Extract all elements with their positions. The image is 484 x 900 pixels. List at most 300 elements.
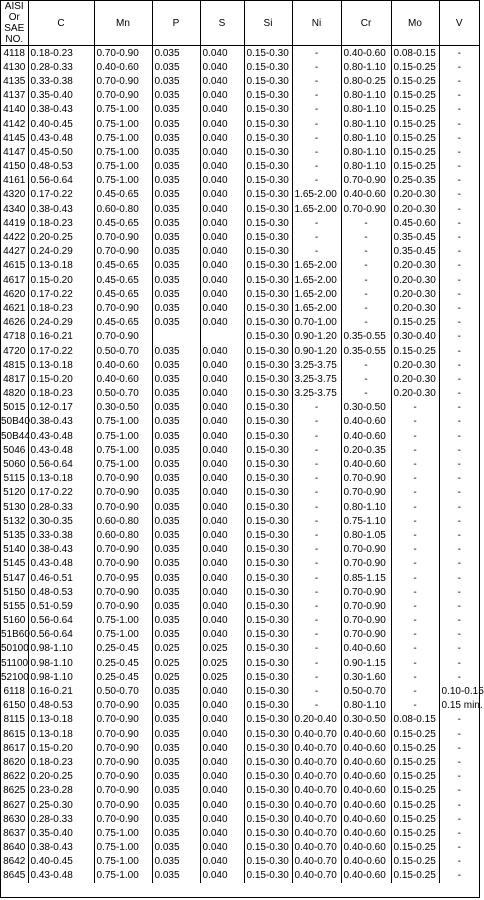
table-row <box>1 500 479 514</box>
cell-aisi-no: 51B60 <box>1 629 30 641</box>
cell-si: 0.15-0.30 <box>244 174 292 188</box>
cell-p: 0.035 <box>152 117 200 131</box>
cell-si: 0.15-0.30 <box>244 145 292 159</box>
cell-s: 0.040 <box>200 599 244 613</box>
cell-v: - <box>457 529 461 541</box>
cell-si: 0.15-0.30 <box>244 429 292 443</box>
cell-p: 0.035 <box>152 755 200 769</box>
cell-s: 0.040 <box>200 259 244 273</box>
cell-p: 0.035 <box>152 145 200 159</box>
cell-cr: 0.20-0.35 <box>341 443 391 457</box>
cell-s: 0.025 <box>200 670 244 684</box>
cell-cr: 0.30-0.50 <box>341 713 391 727</box>
cell-ni: 1.65-2.00 <box>292 273 341 287</box>
cell-cr: 0.40-0.60 <box>341 457 391 471</box>
cell-mo: 0.20-0.30 <box>391 387 439 401</box>
cell-si: 0.15-0.30 <box>244 841 292 855</box>
cell-aisi-no: 8615 <box>1 727 28 741</box>
cell-mn: 0.60-0.80 <box>94 528 152 542</box>
cell-p: 0.035 <box>152 372 200 386</box>
cell-v: - <box>457 799 461 811</box>
cell-p: 0.035 <box>152 273 200 287</box>
table-row <box>1 755 479 769</box>
cell-aisi-no: 4147 <box>1 145 28 159</box>
cell-mn: 0.70-0.90 <box>94 245 152 259</box>
table-row <box>1 628 479 642</box>
cell-mo: 0.15-0.25 <box>391 755 439 769</box>
cell-c: 0.98-1.10 <box>28 642 94 656</box>
cell-ni: - <box>292 543 341 557</box>
cell-c: 0.43-0.48 <box>28 443 94 457</box>
cell-v: - <box>457 203 461 215</box>
cell-si: 0.15-0.30 <box>244 826 292 840</box>
cell-aisi-no: 4137 <box>1 89 28 103</box>
cell-cr: 0.70-0.90 <box>341 628 391 642</box>
table-row <box>1 727 479 741</box>
table-row <box>1 401 479 415</box>
cell-si: 0.15-0.30 <box>244 245 292 259</box>
cell-v: - <box>457 444 461 456</box>
cell-c: 0.28-0.33 <box>28 500 94 514</box>
table-row <box>1 117 479 131</box>
cell-p: 0.035 <box>152 684 200 698</box>
cell-mn: 0.25-0.45 <box>94 642 152 656</box>
cell-s: 0.040 <box>200 174 244 188</box>
cell-p <box>152 330 200 344</box>
cell-mn: 0.45-0.65 <box>94 188 152 202</box>
cell-s: 0.040 <box>200 287 244 301</box>
cell-ni: - <box>292 486 341 500</box>
cell-ni: - <box>292 571 341 585</box>
cell-c: 0.13-0.18 <box>28 259 94 273</box>
cell-p: 0.035 <box>152 74 200 88</box>
cell-c: 0.17-0.22 <box>28 344 94 358</box>
cell-c: 0.13-0.18 <box>28 472 94 486</box>
cell-ni: 0.90-1.20 <box>292 344 341 358</box>
table-row <box>1 60 479 74</box>
table-row <box>1 216 479 230</box>
cell-aisi-no: 4320 <box>1 188 28 202</box>
cell-cr: 0.70-0.90 <box>341 543 391 557</box>
cell-aisi-no: 8642 <box>1 855 28 869</box>
cell-mn: 0.70-0.90 <box>94 770 152 784</box>
table-row <box>1 528 479 542</box>
cell-mo: - <box>391 614 439 628</box>
table-row <box>1 259 479 273</box>
cell-si: 0.15-0.30 <box>244 571 292 585</box>
cell-cr: 0.40-0.60 <box>341 46 391 61</box>
cell-cr: 0.85-1.15 <box>341 571 391 585</box>
cell-c: 0.18-0.23 <box>28 387 94 401</box>
cell-s: 0.040 <box>200 557 244 571</box>
cell-mo: - <box>391 571 439 585</box>
cell-s: 0.040 <box>200 614 244 628</box>
cell-mo: 0.20-0.30 <box>391 188 439 202</box>
cell-mo: 0.20-0.30 <box>391 372 439 386</box>
cell-ni: 1.65-2.00 <box>292 259 341 273</box>
table-row <box>1 89 479 103</box>
cell-c: 0.24-0.29 <box>28 316 94 330</box>
cell-cr: 0.80-1.10 <box>341 103 391 117</box>
cell-s: 0.040 <box>200 628 244 642</box>
cell-mo: 0.15-0.25 <box>391 841 439 855</box>
cell-ni: 0.40-0.70 <box>292 784 341 798</box>
cell-ni: 0.40-0.70 <box>292 855 341 869</box>
cell-v: - <box>457 459 461 471</box>
cell-ni: 0.40-0.70 <box>292 798 341 812</box>
cell-c: 0.13-0.18 <box>28 358 94 372</box>
cell-si: 0.15-0.30 <box>244 316 292 330</box>
cell-s: 0.040 <box>200 486 244 500</box>
cell-mn: 0.75-1.00 <box>94 131 152 145</box>
cell-s: 0.040 <box>200 344 244 358</box>
cell-mo: - <box>391 585 439 599</box>
cell-v: - <box>457 161 461 173</box>
table-row <box>1 188 479 202</box>
cell-ni: - <box>292 585 341 599</box>
cell-aisi-no: 4135 <box>1 74 28 88</box>
cell-mn: 0.40-0.60 <box>94 60 152 74</box>
cell-p: 0.035 <box>152 571 200 585</box>
cell-mo: - <box>391 514 439 528</box>
table-row <box>1 245 479 259</box>
cell-mn: 0.70-0.90 <box>94 798 152 812</box>
cell-aisi-no: 5155 <box>1 599 28 613</box>
cell-mo: - <box>391 528 439 542</box>
cell-cr: 0.90-1.15 <box>341 656 391 670</box>
cell-si: 0.15-0.30 <box>244 415 292 429</box>
cell-aisi-no: 4142 <box>1 117 28 131</box>
cell-v: - <box>457 61 461 73</box>
cell-aisi-no: 4617 <box>1 273 28 287</box>
cell-mn: 0.70-0.90 <box>94 472 152 486</box>
cell-s: 0.025 <box>200 656 244 670</box>
cell-v: - <box>457 373 461 385</box>
cell-s: 0.040 <box>200 160 244 174</box>
cell-si: 0.15-0.30 <box>244 472 292 486</box>
cell-s: 0.040 <box>200 727 244 741</box>
cell-s: 0.040 <box>200 245 244 259</box>
cell-cr: 0.40-0.60 <box>341 812 391 826</box>
cell-ni: 3.25-3.75 <box>292 387 341 401</box>
cell-c: 0.48-0.53 <box>28 585 94 599</box>
cell-si: 0.15-0.30 <box>244 60 292 74</box>
header-cr: Cr <box>341 1 391 46</box>
cell-mn: 0.70-0.90 <box>94 230 152 244</box>
cell-s: 0.040 <box>200 372 244 386</box>
cell-mo: 0.15-0.25 <box>391 869 439 883</box>
cell-p: 0.035 <box>152 46 200 61</box>
cell-c: 0.56-0.64 <box>28 628 94 642</box>
cell-aisi-no: 8630 <box>1 812 28 826</box>
cell-si: 0.15-0.30 <box>244 628 292 642</box>
cell-v: - <box>457 232 461 244</box>
cell-v: - <box>457 75 461 87</box>
cell-p: 0.035 <box>152 486 200 500</box>
cell-aisi-no: 8640 <box>1 841 28 855</box>
cell-mo: 0.35-0.45 <box>391 230 439 244</box>
cell-aisi-no: 4145 <box>1 131 28 145</box>
table-row <box>1 599 479 613</box>
table-row <box>1 415 479 429</box>
cell-c: 0.18-0.23 <box>28 301 94 315</box>
cell-mo: - <box>391 429 439 443</box>
cell-v: - <box>457 544 461 556</box>
cell-s: 0.040 <box>200 89 244 103</box>
cell-ni: - <box>292 103 341 117</box>
cell-mn: 0.75-1.00 <box>94 415 152 429</box>
cell-cr: - <box>341 245 391 259</box>
cell-aisi-no: 4615 <box>1 259 28 273</box>
cell-s: 0.040 <box>200 841 244 855</box>
cell-mo: - <box>391 401 439 415</box>
cell-c: 0.38-0.43 <box>28 103 94 117</box>
cell-ni: - <box>292 528 341 542</box>
cell-v: - <box>457 317 461 329</box>
cell-ni: - <box>292 401 341 415</box>
cell-s: 0.040 <box>200 145 244 159</box>
table-row <box>1 287 479 301</box>
cell-ni: 0.70-1.00 <box>292 316 341 330</box>
cell-mn: 0.75-1.00 <box>94 145 152 159</box>
cell-cr: 0.70-0.90 <box>341 472 391 486</box>
cell-v: - <box>457 430 461 442</box>
cell-mn: 0.75-1.00 <box>94 628 152 642</box>
cell-mn: 0.70-0.90 <box>94 557 152 571</box>
cell-ni: 0.40-0.70 <box>292 869 341 883</box>
cell-ni: - <box>292 131 341 145</box>
cell-cr: 0.80-1.10 <box>341 131 391 145</box>
cell-c: 0.40-0.45 <box>28 855 94 869</box>
cell-v: - <box>457 47 461 59</box>
cell-v: - <box>457 714 461 726</box>
table-row <box>1 330 479 344</box>
cell-cr: - <box>341 259 391 273</box>
cell-cr: 0.70-0.90 <box>341 614 391 628</box>
cell-c: 0.98-1.10 <box>28 670 94 684</box>
cell-ni: - <box>292 60 341 74</box>
header-s: S <box>200 1 244 46</box>
cell-p: 0.035 <box>152 770 200 784</box>
cell-v: - <box>457 615 461 627</box>
table-row <box>1 684 479 698</box>
cell-c: 0.20-0.25 <box>28 770 94 784</box>
cell-v: 0.10-0.15 <box>441 686 484 698</box>
cell-v: - <box>457 246 461 258</box>
cell-aisi-no: 6150 <box>1 699 28 713</box>
cell-c: 0.38-0.43 <box>28 202 94 216</box>
cell-aisi-no: 5120 <box>1 486 28 500</box>
table-row <box>1 543 479 557</box>
cell-mn: 0.75-1.00 <box>94 103 152 117</box>
cell-si: 0.15-0.30 <box>244 727 292 741</box>
cell-si: 0.15-0.30 <box>244 855 292 869</box>
table-row <box>1 741 479 755</box>
cell-v: - <box>457 586 461 598</box>
cell-mn: 0.70-0.90 <box>94 727 152 741</box>
cell-s: 0.040 <box>200 131 244 145</box>
cell-v: - <box>457 813 461 825</box>
table-row <box>1 344 479 358</box>
cell-mn: 0.60-0.80 <box>94 202 152 216</box>
cell-mo: 0.15-0.25 <box>391 117 439 131</box>
cell-ni: - <box>292 514 341 528</box>
cell-c: 0.30-0.35 <box>28 514 94 528</box>
cell-si: 0.15-0.30 <box>244 103 292 117</box>
cell-si: 0.15-0.30 <box>244 741 292 755</box>
cell-c: 0.56-0.64 <box>28 174 94 188</box>
cell-ni: 1.65-2.00 <box>292 287 341 301</box>
cell-ni: - <box>292 160 341 174</box>
cell-si: 0.15-0.30 <box>244 46 292 61</box>
cell-s: 0.040 <box>200 684 244 698</box>
cell-aisi-no: 4427 <box>1 245 28 259</box>
cell-cr: - <box>341 372 391 386</box>
cell-c: 0.13-0.18 <box>28 727 94 741</box>
cell-si: 0.15-0.30 <box>244 699 292 713</box>
cell-ni: - <box>292 230 341 244</box>
cell-mo: 0.15-0.25 <box>391 344 439 358</box>
table-row <box>1 131 479 145</box>
table-row <box>1 770 479 784</box>
cell-aisi-no: 5046 <box>1 443 28 457</box>
cell-c: 0.28-0.33 <box>28 812 94 826</box>
cell-si: 0.15-0.30 <box>244 301 292 315</box>
table-row <box>1 273 479 287</box>
cell-s: 0.040 <box>200 46 244 61</box>
cell-mo: 0.30-0.40 <box>391 330 439 344</box>
cell-p: 0.035 <box>152 599 200 613</box>
cell-p: 0.035 <box>152 699 200 713</box>
cell-aisi-no: 8637 <box>1 826 28 840</box>
cell-mn: 0.70-0.90 <box>94 599 152 613</box>
cell-mn: 0.70-0.90 <box>94 330 152 344</box>
cell-c: 0.43-0.48 <box>28 869 94 883</box>
cell-mn: 0.45-0.65 <box>94 216 152 230</box>
cell-cr: 0.40-0.60 <box>341 841 391 855</box>
cell-ni: - <box>292 216 341 230</box>
cell-v: - <box>457 870 461 882</box>
cell-v: - <box>457 104 461 116</box>
cell-cr: - <box>341 216 391 230</box>
cell-aisi-no: 51100 <box>1 657 29 669</box>
cell-ni: 0.40-0.70 <box>292 841 341 855</box>
table-row <box>1 160 479 174</box>
cell-c: 0.33-0.38 <box>28 74 94 88</box>
cell-mn: 0.50-0.70 <box>94 684 152 698</box>
table-row <box>1 230 479 244</box>
cell-v: - <box>457 189 461 201</box>
cell-aisi-no: 4817 <box>1 372 28 386</box>
cell-mo: 0.20-0.30 <box>391 287 439 301</box>
cell-si: 0.15-0.30 <box>244 642 292 656</box>
cell-cr: 0.75-1.10 <box>341 514 391 528</box>
cell-v: - <box>457 728 461 740</box>
cell-s: 0.040 <box>200 358 244 372</box>
cell-aisi-no: 5147 <box>1 571 28 585</box>
table-row <box>1 358 479 372</box>
cell-cr: 0.35-0.55 <box>341 330 391 344</box>
cell-mo: 0.15-0.25 <box>391 145 439 159</box>
table-row <box>1 614 479 628</box>
cell-ni: 1.65-2.00 <box>292 301 341 315</box>
cell-cr: 0.40-0.60 <box>341 741 391 755</box>
cell-cr: - <box>341 387 391 401</box>
cell-mo: 0.15-0.25 <box>391 770 439 784</box>
table-row <box>1 585 479 599</box>
cell-p: 0.035 <box>152 160 200 174</box>
cell-si: 0.15-0.30 <box>244 755 292 769</box>
cell-mn: 0.75-1.00 <box>94 174 152 188</box>
cell-aisi-no: 8115 <box>1 713 28 727</box>
cell-p: 0.035 <box>152 245 200 259</box>
cell-mo: - <box>391 628 439 642</box>
cell-p: 0.035 <box>152 557 200 571</box>
cell-si: 0.15-0.30 <box>244 230 292 244</box>
cell-mn: 0.25-0.45 <box>94 670 152 684</box>
cell-si: 0.15-0.30 <box>244 557 292 571</box>
cell-p: 0.035 <box>152 614 200 628</box>
cell-v: - <box>457 345 461 357</box>
cell-mo: 0.20-0.30 <box>391 273 439 287</box>
cell-ni: - <box>292 472 341 486</box>
cell-c: 0.35-0.40 <box>28 826 94 840</box>
cell-mo: 0.15-0.25 <box>391 160 439 174</box>
cell-p: 0.035 <box>152 855 200 869</box>
cell-si: 0.15-0.30 <box>244 713 292 727</box>
cell-ni: - <box>292 443 341 457</box>
cell-aisi-no: 50100 <box>1 643 29 655</box>
cell-v: - <box>457 856 461 868</box>
cell-cr: 0.30-0.50 <box>341 401 391 415</box>
cell-cr: 0.70-0.90 <box>341 599 391 613</box>
cell-v: - <box>457 515 461 527</box>
cell-mn: 0.70-0.90 <box>94 301 152 315</box>
cell-mo: 0.15-0.25 <box>391 74 439 88</box>
cell-s: 0.040 <box>200 443 244 457</box>
cell-c: 0.38-0.43 <box>28 415 94 429</box>
cell-p: 0.035 <box>152 216 200 230</box>
cell-s: 0.040 <box>200 755 244 769</box>
cell-mo: - <box>391 599 439 613</box>
cell-mo: - <box>391 443 439 457</box>
cell-c: 0.35-0.40 <box>28 89 94 103</box>
cell-mn: 0.70-0.90 <box>94 74 152 88</box>
cell-mo: 0.15-0.25 <box>391 741 439 755</box>
cell-c: 0.15-0.20 <box>28 273 94 287</box>
cell-si: 0.15-0.30 <box>244 287 292 301</box>
cell-c: 0.48-0.53 <box>28 160 94 174</box>
cell-mo: - <box>391 670 439 684</box>
table-row <box>1 514 479 528</box>
cell-cr: 0.40-0.60 <box>341 188 391 202</box>
cell-v: - <box>457 771 461 783</box>
cell-c: 0.38-0.43 <box>28 841 94 855</box>
cell-v: - <box>457 274 461 286</box>
cell-mn: 0.70-0.90 <box>94 46 152 61</box>
cell-si: 0.15-0.30 <box>244 514 292 528</box>
cell-mn: 0.75-1.00 <box>94 429 152 443</box>
cell-aisi-no: 4820 <box>1 387 28 401</box>
table-row <box>1 486 479 500</box>
cell-c: 0.15-0.20 <box>28 741 94 755</box>
cell-v: - <box>457 827 461 839</box>
cell-mo: 0.15-0.25 <box>391 812 439 826</box>
cell-aisi-no: 8625 <box>1 784 28 798</box>
cell-ni: - <box>292 656 341 670</box>
cell-cr: - <box>341 316 391 330</box>
cell-v: - <box>457 388 461 400</box>
